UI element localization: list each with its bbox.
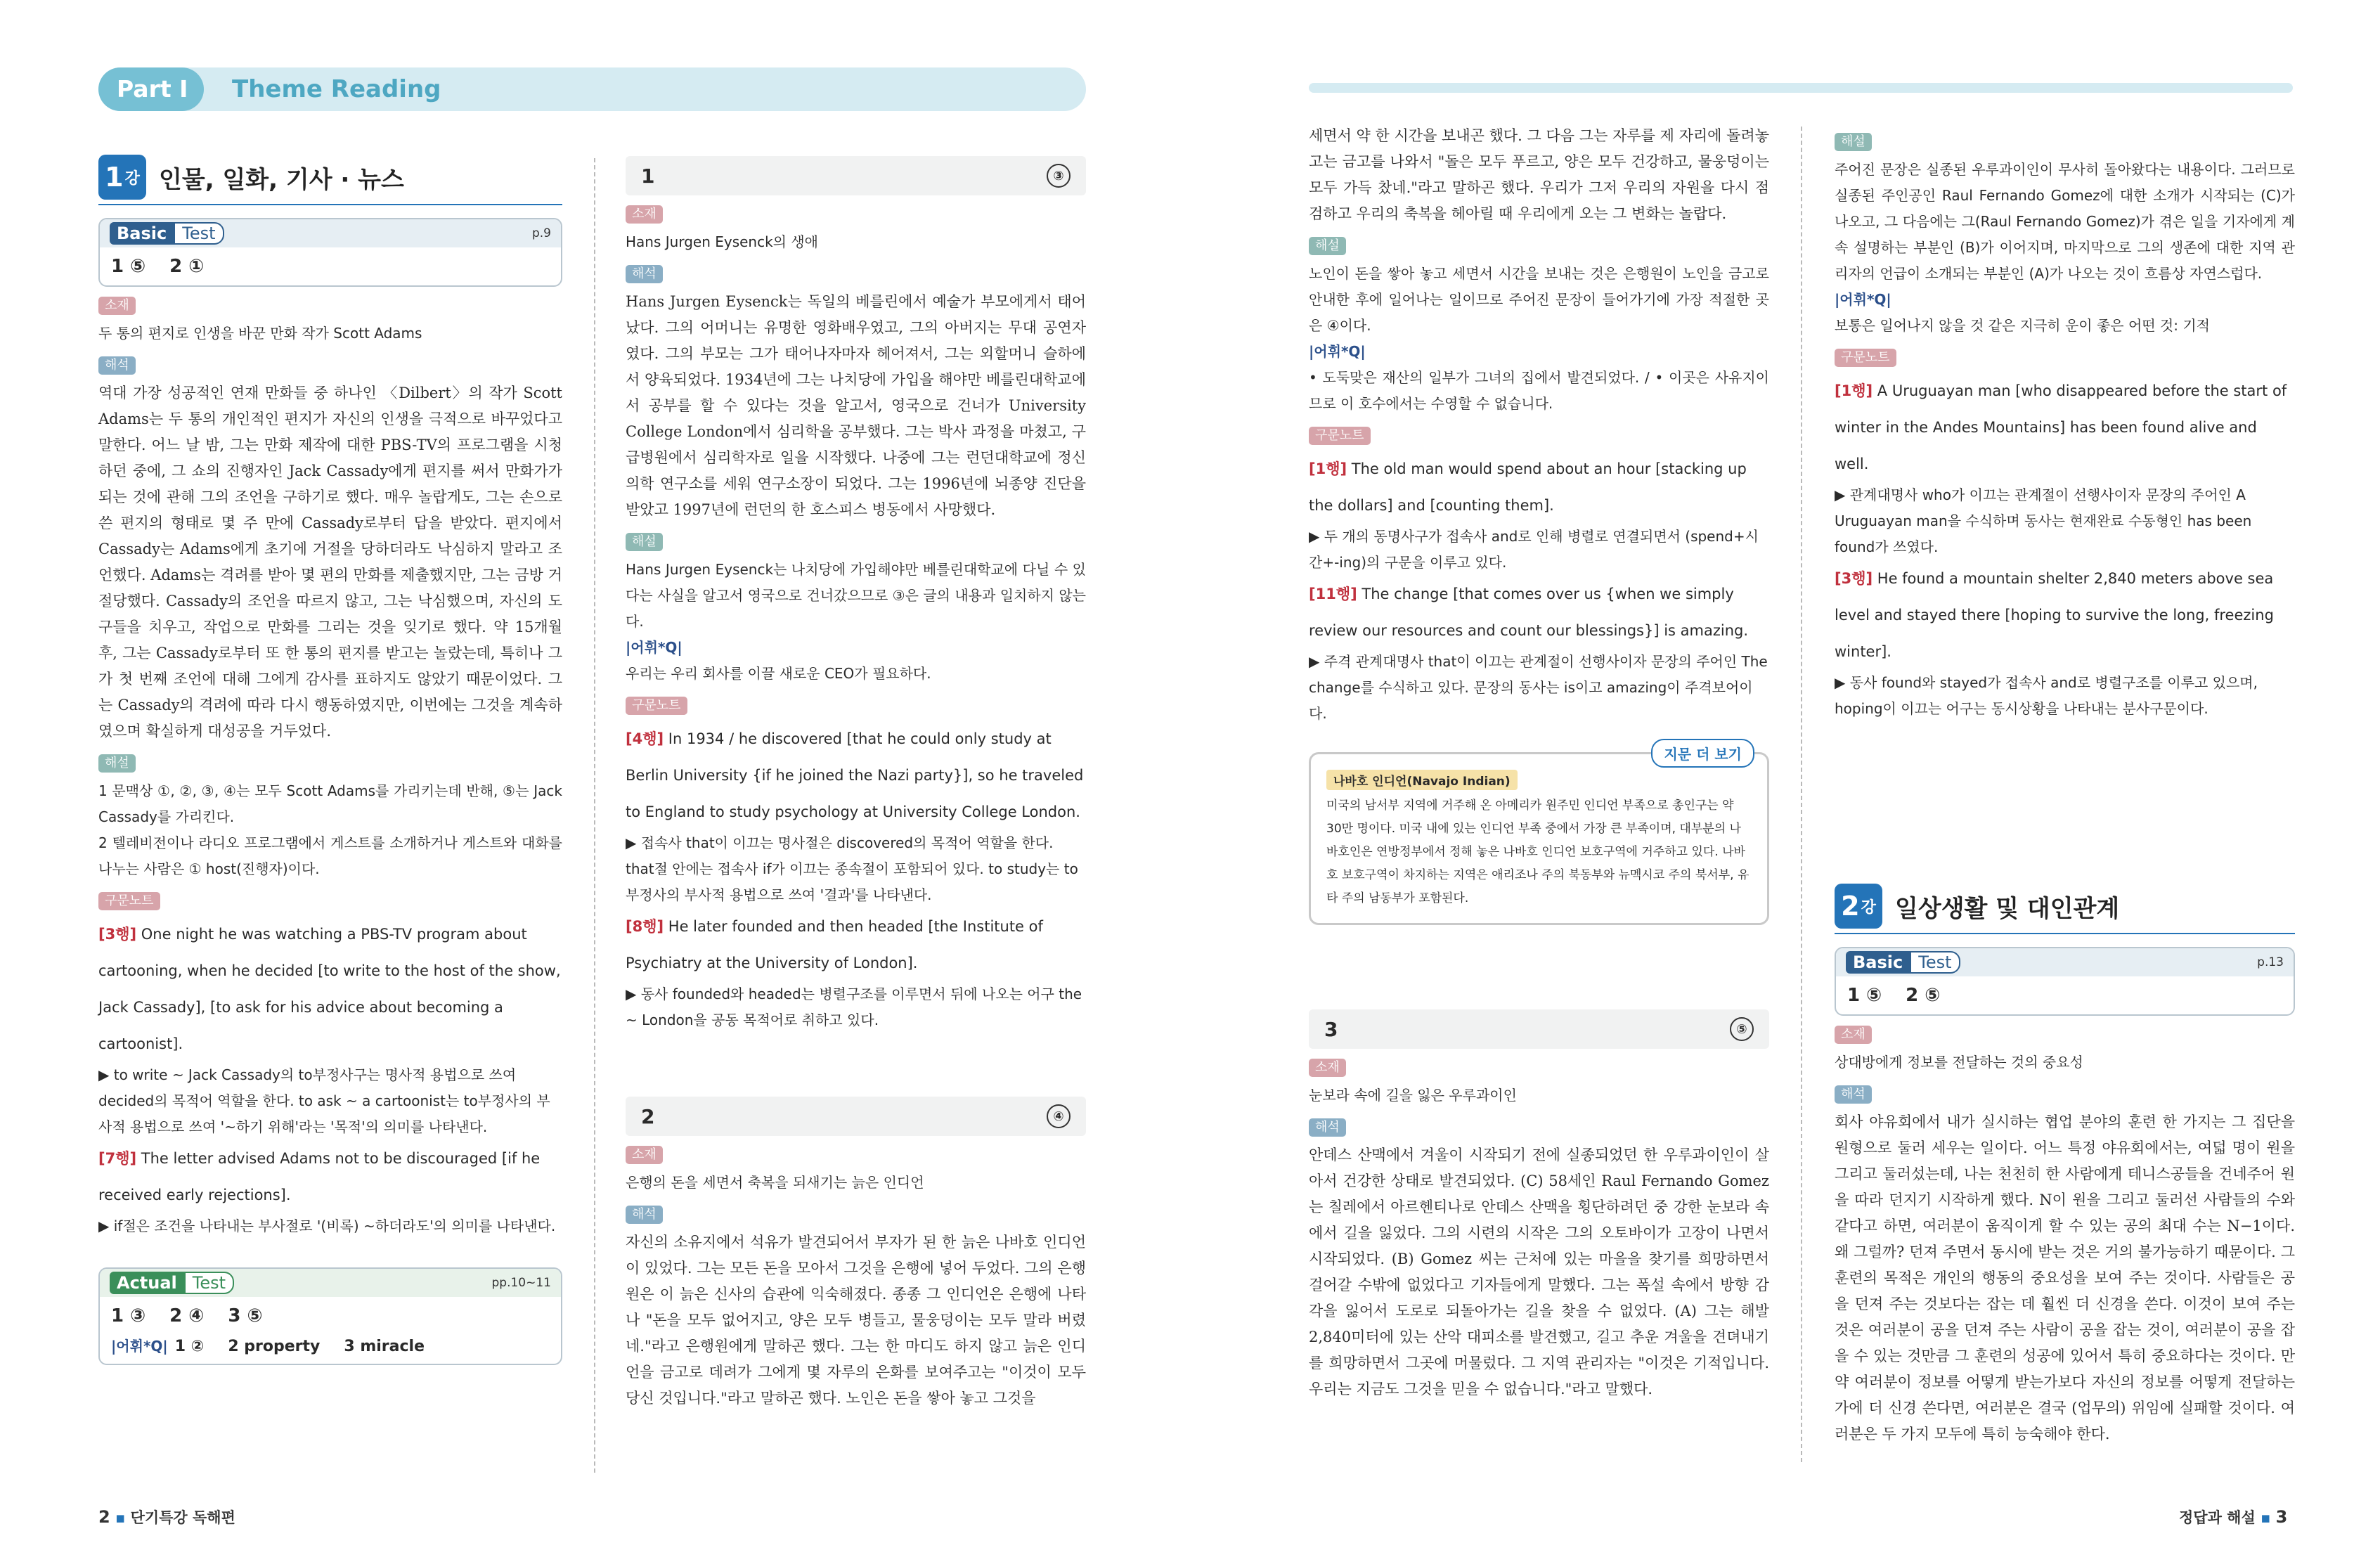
haeseok-tag: 해석 [98,356,136,375]
q2-haeseol: 노인이 돈을 쌓아 놓고 세면서 시간을 보내는 것은 은행원이 노인을 금고로 안내한 후에 일어나는 일이므로 주어진 문장이 들어가기에 가장 적절한 곳은 ④이다. [1309,265,1769,334]
part-title: Theme Reading [232,75,441,103]
lesson2-sojae: 상대방에게 정보를 전달하는 것의 중요성 [1835,1054,2083,1071]
gumun-note-2: ▶ if절은 조건을 나타내는 부사절로 '(비록) ~하더라도'의 의미를 나타낸다. [98,1218,556,1234]
page-number-left: 2 [98,1507,110,1527]
column-1 [98,155,562,1365]
q3-sojae: 눈보라 속에 길을 잃은 우루과이인 [1309,1087,1517,1104]
gumun-tag: 구문노트 [1835,349,1896,367]
q1-gumun-2: [8행] He later founded and then headed [the Institute of Psychiatry at the University of London]. [626,918,1043,971]
basic-test-box: Basic Test p.9 1 ⑤ 2 ① [98,218,562,287]
q2-sojae: 은행의 돈을 세면서 축복을 되새기는 늙은 인디언 [626,1174,924,1191]
q2-gumun-note-1: ▶ 두 개의 동명사구가 접속사 and로 인해 병렬로 연결되면서 (spend+시간+-ing)의 구문을 이루고 있다. [1309,528,1759,571]
actual-test-answers: 1 ③ 2 ④ 3 ⑤ [111,1305,263,1326]
lesson-number-badge: 2 강 [1835,884,1882,929]
gumun-note-1: ▶ to write ~ Jack Cassady의 to부정사구는 명사적 용법으로 쓰여 decided의 목적어 역할을 한다. to ask ~ a cartoonist는 to부정사의 부사적 용법으로 쓰여 '~하기 위해'라는 '목적'의 의미를 나타낸다. [98,1066,550,1135]
column-3 [1309,123,1769,1402]
actual-test-vocab: |어휘*Q| 1 ② 2 property 3 miracle [111,1338,425,1355]
gumun-tag: 구문노트 [626,697,687,715]
haeseok-tag: 해석 [626,265,663,283]
sojae-tag: 소재 [626,205,663,224]
page-number-right: 3 [2275,1507,2288,1527]
footer-section-title: 정답과 해설 [2179,1509,2256,1526]
q1-gumun-note-2: ▶ 동사 founded와 headed는 병렬구조를 이루면서 뒤에 나오는 어구 the ~ London을 공동 목적어로 취하고 있다. [626,986,1082,1028]
part-label: Part Ⅰ [98,67,204,111]
q3-gumun-note-2: ▶ 동사 found와 stayed가 접속사 and로 병렬구조를 이루고 있으며, hoping이 이끄는 어구는 동시상황을 나타내는 분사구문이다. [1835,674,2258,717]
sojae-tag: 소재 [1309,1059,1346,1077]
q1-vocab: |어휘*Q| 우리는 우리 회사를 이끌 새로운 CEO가 필요하다. [626,639,931,682]
sojae-tag: 소재 [98,297,136,315]
haeseok-tag: 해석 [626,1206,663,1224]
question-3-bar: 3 ⑤ [1309,1009,1769,1049]
lesson-number-badge: 1 강 [98,155,146,200]
basic-test-answers: 1 ⑤ 2 ① [111,256,205,277]
gumun-tag: 구문노트 [1309,427,1371,445]
sojae-text: 두 통의 편지로 인생을 바꾼 만화 작가 Scott Adams [98,325,422,342]
q2-haeseok-continued: 세면서 약 한 시간을 보내곤 했다. 그 다음 그는 자루를 제 자리에 돌려놓고는 금고를 나와서 "돌은 모두 푸르고, 양은 모두 건강하고, 물웅덩이는 모두 가득 찼네."라고 말하곤 했다. 우리가 그저 우리의 자원을 다시 점검하고 우리의 축복을 헤아릴 때 우리에게 오는 그 변화는 놀랍다. [1309,127,1769,222]
haeseol-text-2: 2 텔레비전이나 라디오 프로그램에서 게스트를 소개하거나 게스트와 대화를 나누는 사람은 ① host(진행자)이다. [98,834,562,877]
lesson-1-heading [98,155,562,200]
lesson-2-heading [1835,884,2295,929]
column-divider [1801,127,1802,1462]
haeseok-tag: 해석 [1835,1085,1872,1104]
q1-haeseol: Hans Jurgen Eysenck는 나치당에 가입해야만 베를린대학교에 다닐 수 있다는 사실을 알고서 영국으로 건너갔으므로 ③은 글의 내용과 일치하지 않는다. [626,561,1086,630]
actual-test-box: Actual Test pp.10~11 1 ③ 2 ④ 3 ⑤ |어휘*Q| 1 ② 2 property 3 miracle [98,1267,562,1365]
q2-gumun-2: [11행] The change [that comes over us {when we simply review our resources and count our blessings}] is amazing. [1309,586,1749,639]
q2-gumun-note-2: ▶ 주격 관계대명사 that이 이끄는 관계절이 선행사이자 문장의 주어인 The change를 수식하고 있다. 문장의 동사는 is이고 amazing이 주격보어이다. [1309,653,1768,722]
sojae-tag: 소재 [1835,1026,1872,1044]
basic-test-answers: 1 ⑤ 2 ⑤ [1847,985,1941,1006]
lesson2-haeseok: 회사 야유회에서 내가 실시하는 협업 분야의 훈련 한 가지는 그 집단을 원형으로 둘러 세우는 일이다. 어느 특정 야유회에서는, 여덟 명이 원을 그리고 둘러섰는데, 나는 천천히 한 사람에게 테니스공들을 건네주어 원을 따라 던지기 시작하게 했다. N이 원을 그리고 둘러선 사람들의 수와 같다고 하면, 여러분이 움직이게 할 수 있는 공의 최대 수는 N−1이다. 왜 그럴까? 던져 주면서 동시에 받는 것은 거의 불가능하기 때문이다. 그 훈련의 목적은 개인의 행동의 중요성을 보여 주는 것이다. 사람들은 공을 던져 주는 것보다는 잡는 데 훨씬 더 신경을 쓴다. 이것이 보여 주는 것은 여러분이 공을 던져 주는 사람이 공을 잡는 것이, 여러분이 공을 잡을 수 있는 것만큼 그 훈련의 성공에 있어서 특히 중요하다는 것이다. 만약 여러분이 정보를 어떻게 받는가보다 자신의 정보를 어떻게 전달하는가에 더 신경 쓴다면, 여러분은 결국 (업무의) 위임에 실패할 것이다. 여러분은 두 가지 모두에 특히 능숙해야 한다. [1835,1113,2295,1442]
haeseok-text: 역대 가장 성공적인 연재 만화들 중 하나인 〈Dilbert〉의 작가 Scott Adams는 두 통의 개인적인 편지가 자신의 인생을 극적으로 바꾸었다고 말한다. 어느 날 밤, 그는 만화 제작에 대한 PBS-TV의 프로그램을 시청하던 중에, 그 쇼의 진행자인 Jack Cassady에게 편지를 써서 만화가가 되는 것에 관해 그의 조언을 구하기로 했다. 매우 놀랍게도, 그는 손으로 쓴 편지의 형태로 몇 주 만에 Cassady로부터 답을 받았다. 편지에서 Cassady는 Adams에게 초기에 거절을 당하더라도 낙심하지 말라고 조언했다. Adams는 격려를 받아 몇 편의 만화를 제출했지만, 그는 금방 거절당했다. Cassady의 조언을 따르지 않고, 그는 낙심했으며, 자신의 도구들을 치우고, 작업으로 만화를 그리는 것을 잊기로 했다. 약 15개월 후, 그는 Cassady로부터 또 한 통의 편지를 받고는 놀랐는데, 특히나 그가 첫 번째 조언에 대해 그에게 감사를 표하지도 않았기 때문이었다. 그는 Cassady의 격려에 따라 다시 행동하였지만, 이번에는 그것을 계속하였으며 확실하게 대성공을 거두었다. [98,385,562,740]
gumun-sentence-2: [7행] The letter advised Adams not to be discouraged [if he received early rejections]. [98,1150,541,1203]
question-2-bar: 2 ④ [626,1097,1086,1136]
q1-sojae: Hans Jurgen Eysenck의 생애 [626,233,818,250]
callout-title: 나바호 인디언(Navajo Indian) [1326,770,1518,790]
haeseol-text-1: 1 문맥상 ①, ②, ③, ④는 모두 Scott Adams를 가리키는데 반해, ⑤는 Jack Cassady를 가리킨다. [98,782,562,825]
haeseol-tag: 해설 [626,533,663,551]
column-2 [626,156,1086,1412]
column-divider [594,158,595,1473]
haeseok-tag: 해석 [1309,1118,1346,1137]
q2-haeseok: 자신의 소유지에서 석유가 발견되어서 부자가 된 한 늙은 나바호 인디언이 있었다. 그는 모든 돈을 모아서 그것을 은행에 넣어 두었다. 그의 은행원은 이 늙은 신사의 습관에 익숙해졌다. 종종 그 인디언은 은행에 나타나 "돈을 모두 없어지고, 양은 모두 병들고, 물웅덩이는 모두 말라 버렸네."라고 은행원에게 말하곤 했다. 그는 한 마디도 하지 않고 늙은 인디언을 금고로 데려가 그에게 몇 자루의 은화를 보여주고는 "이것이 모두 당신 것입니다."라고 말하곤 했다. 노인은 돈을 쌓아 놓고 그것을 [626,1234,1086,1407]
footer-right: 정답과 해설 ▪ 3 [2179,1507,2288,1527]
sojae-tag: 소재 [626,1146,663,1164]
footer-book-title: 단기특강 독해편 [130,1509,235,1526]
gumun-sentence-1: [3행] One night he was watching a PBS-TV program about cartooning, when he decided [to write to the host of the show, Jack Cassady], [to ask for his advice about becoming a cartoonist]. [98,926,561,1052]
q3-gumun-1: [1행] A Uruguayan man [who disappeared before the start of winter in the Andes Mountains] has been found alive and well. [1835,382,2287,472]
callout-text: 미국의 남서부 지역에 거주해 온 아메리카 원주민 인디언 부족으로 총인구는 약 30만 명이다. 미국 내에 있는 인디언 부족 중에서 가장 큰 부족이며, 대부분의 나바호인은 연방정부에서 정해 놓은 나바호 인디언 보호구역에 거주하고 있다. 나바호 보호구역이 차지하는 지역은 애리조나 주의 북동부와 뉴멕시코 주의 북서부, 유타 주의 남동부가 포함된다. [1326,799,1750,905]
q1-gumun-note-1: ▶ 접속사 that이 이끄는 명사절은 discovered의 목적어 역할을 한다. that절 안에는 접속사 if가 이끄는 종속절이 포함되어 있다. to study는 to부정사의 부사적 용법으로 쓰여 '결과'를 나타낸다. [626,834,1078,903]
more-info-callout [1309,746,1769,925]
gumun-tag: 구문노트 [98,892,160,910]
q2-vocab: |어휘*Q| • 도둑맞은 재산의 일부가 그녀의 집에서 발견되었다. / • 이곳은 사유지이므로 이 호수에서는 수영할 수 없습니다. [1309,343,1769,412]
q3-gumun-note-1: ▶ 관계대명사 who가 이끄는 관계절이 선행사이자 문장의 주어인 A Uruguayan man을 수식하며 동사는 현재완료 수동형인 has been found가 쓰였다. [1835,486,2252,555]
q3-haeseol: 주어진 문장은 실종된 우루과이인이 무사히 돌아왔다는 내용이다. 그러므로 실종된 주인공인 Raul Fernando Gomez에 대한 소개가 시작되는 (C)가 나오고, 그 다음에는 그(Raul Fernando Gomez)가 겪은 일을 기자에게 계속 설명하는 부분인 (B)가 이어지며, 마지막으로 그의 생존에 대한 지역 관리자의 언급이 소개되는 부분인 (A)가 나오는 것이 흐름상 자연스럽다. [1835,161,2295,282]
basic-test-box: Basic Test p.13 1 ⑤ 2 ⑤ [1835,947,2295,1016]
right-header-band [1309,83,2293,93]
more-info-tab: 지문 더 보기 [1651,739,1754,768]
question-1-bar: 1 ③ [626,156,1086,195]
q2-gumun-1: [1행] The old man would spend about an hour [stacking up the dollars] and [counting them]. [1309,460,1747,514]
q3-gumun-2: [3행] He found a mountain shelter 2,840 meters above sea level and stayed there [hoping to survive the long, freezing winter]. [1835,570,2274,660]
q3-haeseok: 안데스 산맥에서 겨울이 시작되기 전에 실종되었던 한 우루과이인이 살아서 건강한 상태로 발견되었다. (C) 58세인 Raul Fernando Gomez는 칠레에서 아르헨티나로 안데스 산맥을 횡단하려던 중 강한 눈보라 속에서 길을 잃었다. 그의 시련의 시작은 그의 오토바이가 고장이 나면서 시작되었다. (B) Gomez 씨는 근처에 있는 마을을 찾기를 희망하면서 걸어갈 수밖에 없었다고 기자들에게 말했다. 그는 폭설 속에서 방향 감각을 잃어서 도로로 되돌아가는 길을 찾을 수 없었다. (A) 그는 해발 2,840미터에 있는 산악 대피소를 발견했고, 길고 추운 겨울을 견뎌내기를 희망하면서 그곳에 머물렀다. 그 지역 관리자는 "이것은 기적입니다. 우리는 지금도 그것을 믿을 수 없습니다."라고 말했다. [1309,1147,1769,1397]
q1-haeseok: Hans Jurgen Eysenck는 독일의 베를린에서 예술가 부모에게서 태어났다. 그의 어머니는 유명한 영화배우였고, 그의 아버지는 무대 공연자였다. 그의 부모는 그가 태어나자마자 헤어져서, 그는 외할머니 슬하에서 양육되었다. 1934년에 그는 나치당에 가입을 해야만 베를린대학교에서 공부를 할 수 있다는 것을 알고서, 영국으로 건너가 University College London에서 심리학을 공부했다. 그는 박사 과정을 마쳤고, 구급병원에서 심리학자로 일을 시작했다. 나중에 그는 런던대학교에 정신의학 연구소를 세워 연구소장이 되었다. 그는 1996년에 뇌종양 진단을 받았고 1997년에 런던의 한 호스피스 병동에서 사망했다. [626,293,1086,518]
footer-left: 2 ▪ 단기특강 독해편 [98,1507,235,1527]
haeseol-tag: 해설 [98,754,136,773]
haeseol-tag: 해설 [1835,133,1872,151]
lesson-title: 일상생활 및 대인관계 [1895,894,2120,923]
column-4 [1835,123,2295,1447]
q3-vocab: |어휘*Q| 보통은 일어나지 않을 것 같은 지극히 운이 좋은 어떤 것: 기적 [1835,291,2210,334]
q1-gumun-1: [4행] In 1934 / he discovered [that he could only study at Berlin University {if he joined the Nazi party}], so he traveled to England to study psychology at University College London. [626,730,1084,820]
lesson-title: 인물, 일화, 기사 · 뉴스 [159,165,404,194]
haeseol-tag: 해설 [1309,237,1346,255]
